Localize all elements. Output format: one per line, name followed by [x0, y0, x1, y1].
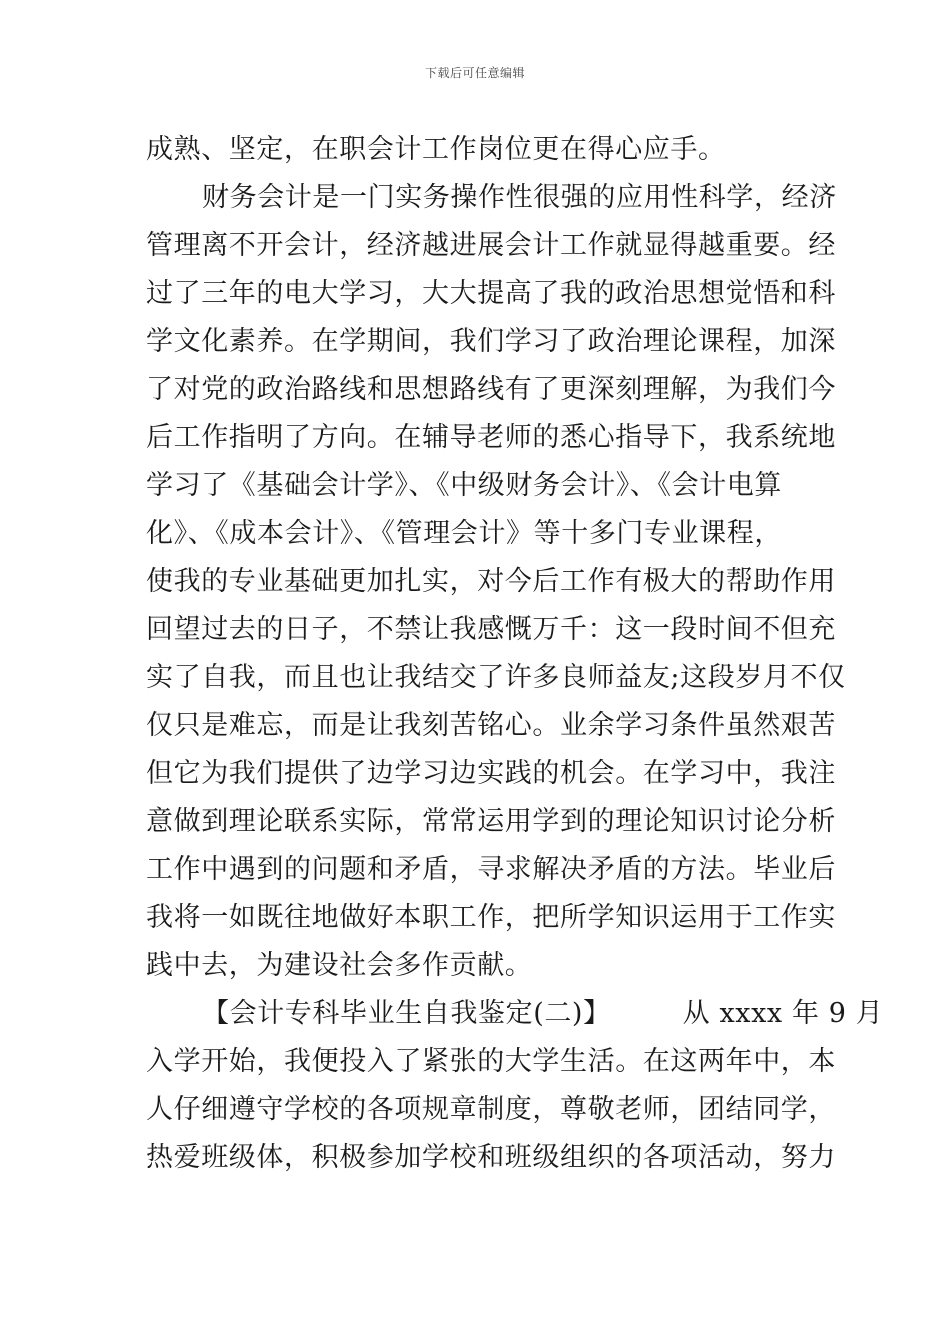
text-line: 工作中遇到的问题和矛盾，寻求解决矛盾的方法。毕业后	[146, 854, 836, 885]
text-line: 回望过去的日子，不禁让我感慨万千：这一段时间不但充	[146, 614, 836, 645]
text-line: 践中去，为建设社会多作贡献。	[146, 950, 533, 981]
page-header: 下载后可任意编辑	[424, 66, 525, 80]
text-line: 意做到理论联系实际，常常运用学到的理论知识讨论分析	[146, 806, 836, 837]
text-line: 了对党的政治路线和思想路线有了更深刻理解，为我们今	[146, 374, 836, 405]
text-line: 成熟、坚定，在职会计工作岗位更在得心应手。	[146, 134, 726, 165]
section-lead-text: 从 xxxx 年 9 月	[682, 998, 884, 1029]
text-line: 实了自我，而且也让我结交了许多良师益友;这段岁月不仅	[146, 662, 846, 693]
text-line: 后工作指明了方向。在辅导老师的悉心指导下，我系统地	[146, 422, 836, 453]
paragraph-first-line: 财务会计是一门实务操作性很强的应用性科学，经济	[202, 182, 837, 213]
text-line: 热爱班级体，积极参加学校和班级组织的各项活动，努力	[146, 1142, 836, 1173]
text-line: 学习了《基础会计学》、《中级财务会计》、《会计电算	[146, 470, 782, 501]
text-line: 人仔细遵守学校的各项规章制度，尊敬老师，团结同学，	[146, 1094, 836, 1125]
text-line: 仅只是难忘，而是让我刻苦铭心。业余学习条件虽然艰苦	[146, 710, 836, 741]
text-line: 化》、《成本会计》、《管理会计》等十多门专业课程，	[146, 518, 782, 549]
text-line: 管理离不开会计，经济越进展会计工作就显得越重要。经	[146, 230, 836, 261]
text-line: 但它为我们提供了边学习边实践的机会。在学习中，我注	[146, 758, 836, 789]
text-line: 入学开始，我便投入了紧张的大学生活。在这两年中，本	[146, 1046, 836, 1077]
text-line: 我将一如既往地做好本职工作，把所学知识运用于工作实	[146, 902, 836, 933]
text-line: 学文化素养。在学期间，我们学习了政治理论课程，加深	[146, 326, 836, 357]
section-heading-line	[146, 990, 884, 1038]
text-line: 过了三年的电大学习，大大提高了我的政治思想觉悟和科	[146, 278, 836, 309]
text-line: 使我的专业基础更加扎实，对今后工作有极大的帮助作用	[146, 566, 836, 597]
body-text	[146, 126, 884, 1182]
section-heading: 【会计专科毕业生自我鉴定(二)】	[202, 998, 611, 1029]
